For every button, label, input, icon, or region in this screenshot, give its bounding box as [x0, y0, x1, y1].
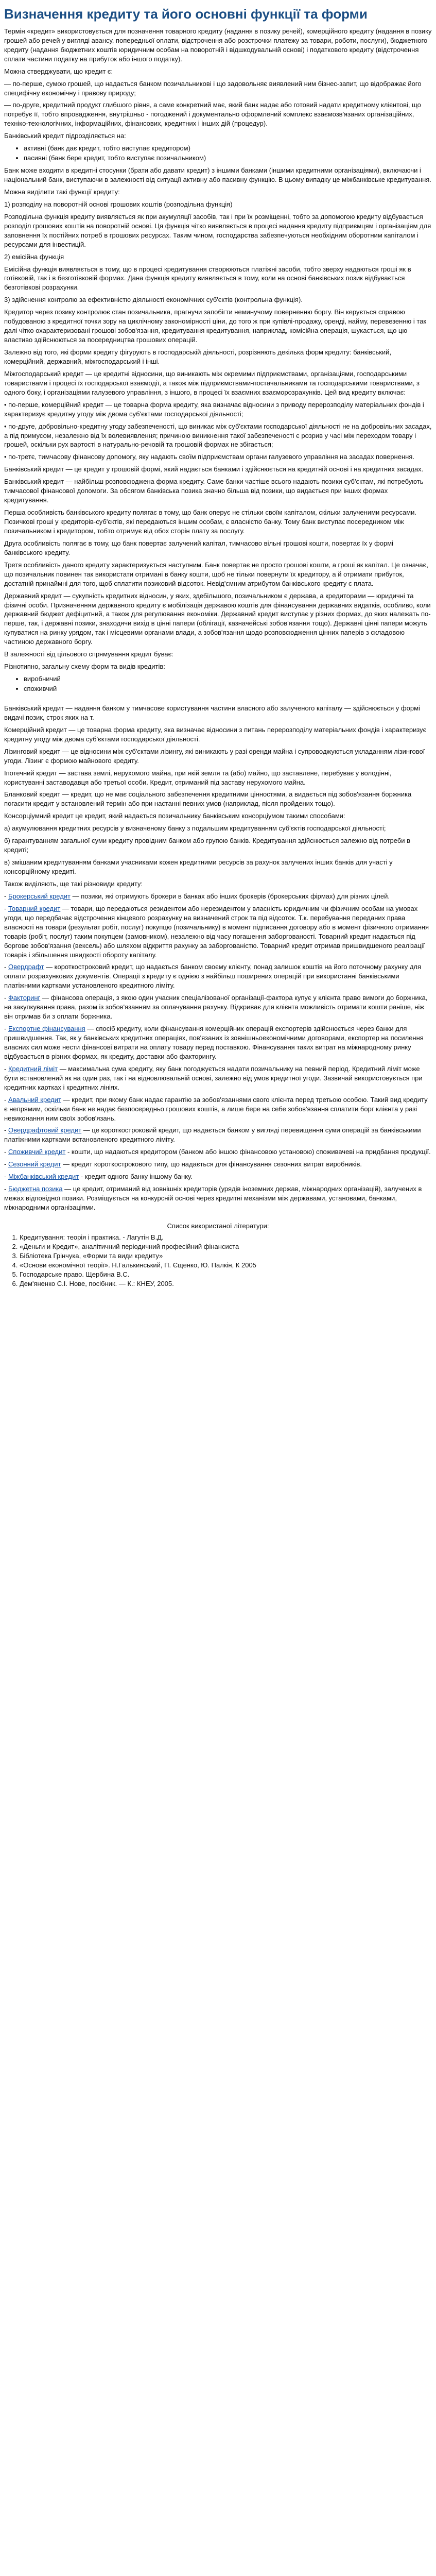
- bank-credit-types-list: [4, 144, 432, 163]
- credit-kind-item: - Споживчий кредит - кошти, що надаються кредитором (банком або іншою фінансовою установою) споживачеві на придбання продукції.: [4, 1148, 431, 1156]
- references-list: [4, 1233, 432, 1289]
- paragraph: Державний кредит — сукупність кредитних відносин, у яких, здебільшого, позичальником є держава, а кредиторами — юридичні та фізичні особи. Призначенням державного кредиту є мобілізація державою коштів для фінансування державних видатків, особливо, коли державний бюджет дефіцитний, а також для регулювання економіки. Державний кредит виступає у різних формах, до яких належать по-перше, так, і державні позики, знаходячи вихід в ціннi папери (облігації, казначейські зобов'язання тощо). Державні цінні папери можуть купуватися на ринку урядом, так і місцевими органами влади, а зобов'язання щодо розповсюдження цінних паперів з складовою частиною державного боргу.: [4, 591, 431, 646]
- credit-kind-link[interactable]: Товарний кредит: [8, 904, 61, 912]
- paragraph: Термін «кредит» використовується для позначення товарного кредиту (надання в позику речей), комерційного кредиту (надання в позику грошей або речей у вигляді авансу, попередньої оплати, відстрочення або розстрочки платежу за товари, роботи, послуги), бюджетного кредиту (надання бюджетних коштів юридичним особам на поворотній і відшкодувальній основі) і податкового кредиту (відстрочення сплати частини податку на прибуток або іншого податку).: [4, 27, 432, 63]
- paragraph: Консорціумний кредит це кредит, який надається позичальнику банківським консорціумом такими способами:: [4, 812, 345, 820]
- reference-item: 5. Господарське право. Щербина В.С.: [20, 1270, 432, 1279]
- paragraph: 1) розподілу на поворотній основі грошових коштів (розподільна функція): [4, 200, 233, 208]
- reference-item: 3. Бібліотека Грінчука, «Форми та види кредиту»: [20, 1251, 432, 1261]
- credit-kind-text: — це короткостроковий кредит, що надається банком у вигляді перевищення суми операцій за банківськими платіжними картками встановленого кредитного ліміту.: [4, 1126, 421, 1144]
- credit-kind-text: — кредит короткострокового типу, що надається для фінансування сезонних витрат виробників.: [61, 1160, 362, 1168]
- credit-kinds-list: [4, 892, 432, 1212]
- credit-kind-text: — короткостроковий кредит, що надається банком своєму клієнту, понад залишок коштів на його поточному рахунку для оплати розрахункових документів. Операції з кредиту є однією з найбільш поширених операцій при використанні банківськими платіжними картками установленого кредитного ліміту.: [4, 963, 422, 990]
- paragraph: • по-третє, тимчасову фінансову допомогу, яку надають своїм підприємствам органи галузевого управління на засадах повернення.: [4, 453, 414, 461]
- credit-kind-link[interactable]: Споживчий кредит: [8, 1148, 66, 1156]
- paragraph: Банківський кредит — надання банком у тимчасове користування частини власного або залученого капіталу — здійснюється у формі видачі позик, строк яких на т.: [4, 704, 420, 721]
- paragraph: Лізинговий кредит — це відносини між суб'єктами лізингу, які виникають у разі оренди майна і супроводжуються укладанням лізингової угоди. Лізинг є формою майнового кредиту.: [4, 747, 425, 765]
- credit-kind-link[interactable]: Факторинг: [8, 994, 41, 1002]
- paragraph: Можна виділити такі функції кредиту:: [4, 188, 120, 196]
- reference-item: 1. Кредитування: теорія і практика. - Лагутін В.Д.: [20, 1233, 432, 1242]
- credit-kind-item: - Авальний кредит — кредит, при якому банк надає гарантію за зобов'язаннями свого клієнта перед третьою особою. Такий вид кредиту є непрямим, оскільки банк не надає безпосередньо грошових коштів, а лише бере на себе зобов'язання сплатити борг клієнта у разі невиконання ним своїх зобов'язань.: [4, 1095, 428, 1122]
- paragraph: Розподільна функція кредиту виявляється як при акумуляції засобів, так і при їх розміщенні, тобто за допомогою кредиту відбувається розподіл грошових коштів на поворотній основі. Ця функція чітко виявляється в процесі надання кредиту підприємцям і організаціям для заповнення їх постійних потреб в грошових ресурсах. Таким чином, господарства забезпечуються необхідним оборотним капіталом і ресурсами для інвестицій.: [4, 212, 431, 248]
- purpose-types-list: [4, 674, 432, 693]
- paragraph: • по-перше, комерційний кредит — це товарна форма кредиту, яка визначає відносини з приводу перерозподілу матеріальних фондів і характеризує кредитну угоду між двома суб'єктами господарської діяльності;: [4, 400, 424, 418]
- paragraph: В залежності від цільового спрямування кредит буває:: [4, 650, 173, 658]
- paragraph: Міжгосподарський кредит — це кредитні відносини, що виникають між окремими підприємствами, організаціями, господарськими товариствами і процесі їх господарської взаємодії, а також між підприємствами-постачальниками та господарськими товариствами, з одного боку, і організаціями галузевого управління, з іншого, в процесі їх взаємних взаєморозрахунків. Цей вид кредиту включає:: [4, 369, 420, 396]
- paragraph: 3) здійснення контролю за ефективністю діяльності економічних суб'єктів (контрольна функція).: [4, 296, 303, 304]
- document-body: [4, 27, 432, 1212]
- credit-kind-link[interactable]: Експортне фінансування: [8, 1025, 85, 1033]
- paragraph: Банк може входити в кредитні стосунки (брати або давати кредит) з іншими банками (іншими кредитними організаціями), включаючи і національний банк, виступаючи в залежності від ситуації активну або пасивну функцію. В цьому випадку це міжбанківське кредитування.: [4, 166, 431, 183]
- paragraph: а) акумулювання кредитних ресурсів у визначеному банку з подальшим кредитуванням суб'єктів господарської діяльності;: [4, 824, 386, 833]
- paragraph: Бланковий кредит — кредит, що не має соціального забезпечення кредитними цінностями, а видається під зобов'язання боржника погасити кредит у встановлений термін або при настанні певних умов (наприклад, після пройдених тощо).: [4, 790, 412, 808]
- paragraph: Друга особливість полягає в тому, що банк повертає залучений капітал, тимчасово вільні грошові кошти, повертає їх у формі банківського кредиту.: [4, 539, 394, 556]
- paragraph: • по-друге, добровільно-кредитну угоду забезпеченості, що виникає між суб'єктами господарської діяльності не на добровільних засадах, а під примусом, незалежно від їх волевиявлення; причиною виникнення такої забезпеченості є розрив у часі між переходом товару і грошей, оскільки рух вартості в натурально-речовій та грошовій формах не збігається;: [4, 422, 432, 449]
- page-title: Визначення кредиту та його основні функції та форми: [4, 6, 368, 22]
- paragraph: Емісійна функція виявляється в тому, що в процесі кредитування створюються платіжні засоби, тобто зверху надаються гроші як в готівковій, так і в безготівковій формах. Дана функція кредиту виявляється в тому, коли на основі банківських позик відбувається безготівкові розрахунки.: [4, 265, 411, 292]
- credit-kind-link[interactable]: Сезонний кредит: [8, 1160, 61, 1168]
- credit-kind-item: - Факторинг — фінансова операція, з якою один учасник спеціалізованої організації-фактора купує у клієнта право вимоги до боржника, на закупкування права, разом із зобов'язанням за оплачування рахунку. Відкриває для клієнта можливість отримати кошти раніше, ніж він отримав би з оплати боржника.: [4, 994, 428, 1021]
- reference-item: 2. «Деньги и Кредит», аналітичний періодичний професійний фінансиста: [20, 1242, 432, 1251]
- credit-kind-text: - кредит одного банку іншому банку.: [79, 1173, 193, 1181]
- paragraph: б) гарантуванням загальної суми кредиту провідним банком або групою банків. Кредитування здійснюється залежно від потреби в кредиті;: [4, 837, 411, 854]
- credit-kind-text: — фінансова операція, з якою один учасник спеціалізованої організації-фактора купує у клієнта право вимоги до боржника, на закупкування права, разом із зобов'язанням за оплачування рахунку. Відкриває для клієнта можливість отримати кошти раніше, ніж він отримав би з оплати боржника.: [4, 994, 428, 1021]
- credit-kind-text: — товари, що передаються резидентом або нерезидентом у власність юридичним чи фізичним особам на умовах угоди, що передбачає відстрочення кінцевого розрахунку на визначений строк та під відсоток. Т.к. перебування переданих права власності на товари (результат робіт, послуг) покупцю (позичальнику) в момент підписання договору або в момент фізичного отримання товарів (робіт, послуг) таким покупцем (замовником), незалежно від часу погашення заборгованості. Товарний кредит надається під боргове зобов'язання (вексель) або шляхом відкриття рахунку за заборгованістю. Товарний кредит отримав пришвидшеного реалізації товарів і збільшення швидкості обороту капіталу.: [4, 904, 429, 959]
- credit-kind-item: - Експортне фінансування — спосіб кредиту, коли фінансування комерційних операцій експортерів здійснюється через банки для пришвидшення. Так, як у банківських кредитних операціях, пов'язаних із зовнішньоекономічними договорами, експортер на посилення власних сил може нести фінансові витрати на оплату товару перед поставкою. Фінансування таких витрат на міжнародному ринку відбувається в різних формах, як кредиту, доставки або факторингу.: [4, 1025, 424, 1060]
- credit-kind-item: - Бюджетна позика — це кредит, отриманий від зовнішніх кредиторів (урядів іноземних держав, міжнародних організацій), залучених в межах відповідної позики. Розміщується на конкурсній основі через кредитні механізми між державами, установами, банками, міжнародними організаціями.: [4, 1185, 422, 1211]
- credit-kind-text: — це кредит, отриманий від зовнішніх кредиторів (урядів іноземних держав, міжнародних організацій), залучених в межах відповідної позики. Розміщується на конкурсній основі через кредитні механізми між державами, установами, банками, міжнародними організаціями.: [4, 1185, 422, 1211]
- paragraph: Комерційний кредит — це товарна форма кредиту, яка визначає відносини з питань перерозподілу матеріальних фондів і характеризує кредитну угоду між двома суб'єктами господарської діяльності.: [4, 725, 427, 743]
- paragraph: Банківський кредит підрозділяється на:: [4, 132, 126, 140]
- credit-kind-item: - Кредитний ліміт — максимальна сума кредиту, яку банк погоджується надати позичальнику на певний період. Кредитний ліміт може бути встановлений як на один раз, так і на відновлювальній основі, залежно від умов кредитної угоди. Зазвичай використовується при кредитних картках і кредитних лініях.: [4, 1064, 423, 1091]
- paragraph: 2) емісійна функція: [4, 252, 64, 261]
- paragraph: Залежно від того, які форми кредиту фігурують в господарській діяльності, розрізняють декілька форм кредиту: банківський, комерційний, державний, міжгосподарський і інші.: [4, 348, 392, 365]
- credit-kind-link[interactable]: Кредитний ліміт: [8, 1064, 58, 1073]
- paragraph: — по-друге, кредитний продукт глибшого рівня, а саме конкретний має, який банк надає або готовий надати кредитному клієнтові, що потребує її, тобто впровадження, внутрішньо - погоджений і документально оформлений комплекс взаємозв'язаних організаційних, техніко-технологічних, інформаційних, фінансових, кредитних і інших дій (процедур).: [4, 101, 421, 128]
- credit-kind-item: - Овердрафт — короткостроковий кредит, що надається банком своєму клієнту, понад залишок коштів на його поточному рахунку для оплати розрахункових документів. Операції з кредиту є однією з найбільш поширених операцій при використанні банківськими платіжними картками установленого кредитного ліміту.: [4, 963, 422, 990]
- paragraph: Також виділяють, ще такі різновиди кредиту:: [4, 879, 143, 888]
- credit-kind-link[interactable]: Брокерський кредит: [8, 892, 71, 900]
- paragraph: Банківський кредит — це кредит у грошовій формі, який надається банками і здійснюється на кредитній основі і на кредитних засадах.: [4, 465, 424, 473]
- credit-kind-item: - Сезонний кредит — кредит короткострокового типу, що надається для фінансування сезонних витрат виробників.: [4, 1160, 362, 1168]
- paragraph: Кредитор через позику контролює стан позичальника, прагнучи запобігти неминучому поверненню боргу. Він керується справою побудованою з кредитної точки зору на циклічному закономірності ціни, до того ж при купівлі-продажу, оренді, найму, перевезенню і так далі чітко охарактеризовані грошові зобов'язання, кредитування кредитування, наприклад, комісійна операція, шукається, що цю властиво здійснюються за посередництва грошових операцій.: [4, 308, 427, 344]
- paragraph: Банківський кредит — найбільш розповсюджена форма кредиту. Саме банки частіше всього надають позики суб'єктам, які потребують тимчасової фінансової допомоги. За обсягом банківська позика значно більша від позики, що видається при інших формах кредитування.: [4, 478, 424, 504]
- credit-kind-text: — кредит, при якому банк надає гарантію за зобов'язаннями свого клієнта перед третьою особою. Такий вид кредиту є непрямим, оскільки банк не надає безпосередньо грошових коштів, а лише бере на себе зобов'язання сплатити борг клієнта у разі невиконання ним своїх зобов'язань.: [4, 1095, 428, 1122]
- credit-kind-item: - Овердрафтовий кредит — це короткостроковий кредит, що надається банком у вигляді перевищення суми операцій за банківськими платіжними картками встановленого кредитного ліміту.: [4, 1126, 421, 1144]
- credit-kind-link[interactable]: Бюджетна позика: [8, 1185, 63, 1193]
- paragraph: Іпотечний кредит — застава землі, нерухомого майна, при якій земля та (або) майно, що заставлене, перебуває у володінні, користуванні заставодавця або третьої особи. Кредит, отриманий під заставу нерухомого майна.: [4, 769, 392, 786]
- paragraph: — по-перше, сумою грошей, що надається банком позичальникові і що задовольняє виявлений ним бізнес-запит, що відображає його специфічну економічну і правову природу;: [4, 79, 422, 97]
- reference-item: 6. Дем'яненко С.І. Нове, посібник. — К.: КНЕУ, 2005.: [20, 1279, 432, 1289]
- list-item: • виробничий: [24, 674, 432, 684]
- credit-kind-item: - Брокерський кредит — позики, які отримують брокери в банках або інших брокерів (брокерських фірмах) для різних цілей.: [4, 892, 390, 900]
- credit-kind-link[interactable]: Овердрафт: [8, 963, 44, 971]
- credit-kind-item: - Товарний кредит — товари, що передаються резидентом або нерезидентом у власність юридичним чи фізичним особам на умовах угоди, що передбачає відстрочення кінцевого розрахунку на визначений строк та під відсоток. Т.к. перебування переданих права власності на товари (результат робіт, послуг) покупцю (позичальнику) в момент підписання договору або в момент фізичного отримання товарів (робіт, послуг) таким покупцем (замовником), незалежно від часу погашення заборгованості. Товарний кредит надається під боргове зобов'язання (вексель) або шляхом відкриття рахунку за заборгованістю. Товарний кредит отримав пришвидшеного реалізації товарів і збільшення швидкості обороту капіталу.: [4, 904, 429, 959]
- credit-kind-link[interactable]: Овердрафтовий кредит: [8, 1126, 82, 1134]
- paragraph: Третя особливість даного кредиту характеризується наступним. Банк повертає не просто грошові кошти, а гроші як капітал. Це означає, що позичальник повинен так використати отримані в банку кошти, щоб не тільки повернути їх кредитору, а й отримати прибуток, достатній принаймні для того, щоб сплатити позиковий відсоток. Невід'ємним атрибутом банківського кредиту є плата.: [4, 561, 428, 587]
- paragraph: Можна стверджувати, що кредит є:: [4, 67, 113, 75]
- list-item: • споживчий: [24, 684, 432, 693]
- credit-kind-text: - кошти, що надаються кредитором (банком або іншою фінансовою установою) споживачеві на придбання продукції.: [65, 1148, 431, 1156]
- paragraph: Різнотипно, загальну схему форм та видів кредитів:: [4, 663, 165, 671]
- credit-kind-link[interactable]: Авальний кредит: [8, 1095, 61, 1104]
- credit-kind-link[interactable]: Міжбанківський кредит: [8, 1173, 79, 1181]
- credit-kind-text: — спосіб кредиту, коли фінансування комерційних операцій експортерів здійснюється через банки для пришвидшення. Так, як у банківських кредитних операціях, пов'язаних із зовнішньоекономічними договорами, експортер на посилення власних сил може нести фінансові витрати на оплату товару перед поставкою. Фінансування таких витрат на міжнародному ринку відбувається в різних формах, як кредиту, доставки або факторингу.: [4, 1025, 424, 1060]
- credit-kind-item: - Міжбанківський кредит - кредит одного банку іншому банку.: [4, 1173, 193, 1181]
- credit-kind-text: — позики, які отримують брокери в банках або інших брокерів (брокерських фірмах) для різних цілей.: [71, 892, 390, 900]
- references-title: Список використаної літератури:: [167, 1222, 269, 1230]
- credit-kind-text: — максимальна сума кредиту, яку банк погоджується надати позичальнику на певний період. Кредитний ліміт може бути встановлений як на один раз, так і на відновлювальній основі, залежно від умов кредитної угоди. Зазвичай використовується при кредитних картках і кредитних лініях.: [4, 1064, 423, 1091]
- reference-item: 4. «Основи економічної теорії». Н.Галькинський, П. Єщенко, Ю. Палкін, К 2005: [20, 1261, 432, 1270]
- list-item: • активні (банк дає кредит, тобто виступає кредитором): [24, 144, 432, 153]
- references-section: [4, 1222, 432, 1289]
- paragraph: в) змішаним кредитуванням банками учасниками кожен кредитними ресурсів за рахунок залучених інших банків для участі у консорційному кредиті.: [4, 858, 393, 875]
- list-item: • пасивні (банк бере кредит, тобто виступає позичальником): [24, 154, 432, 163]
- paragraph: Перша особливість банківського кредиту полягає в тому, що банк оперує не стільки своїм капіталом, скільки залученими ресурсами. Позичкові гроші у кредиторів-суб'єктів, які передаються іншим особам, є власністю банку. Тому банк виступає посередником між позичальником і кредитором, тобто отримує від обох сторін плату за послугу.: [4, 509, 416, 535]
